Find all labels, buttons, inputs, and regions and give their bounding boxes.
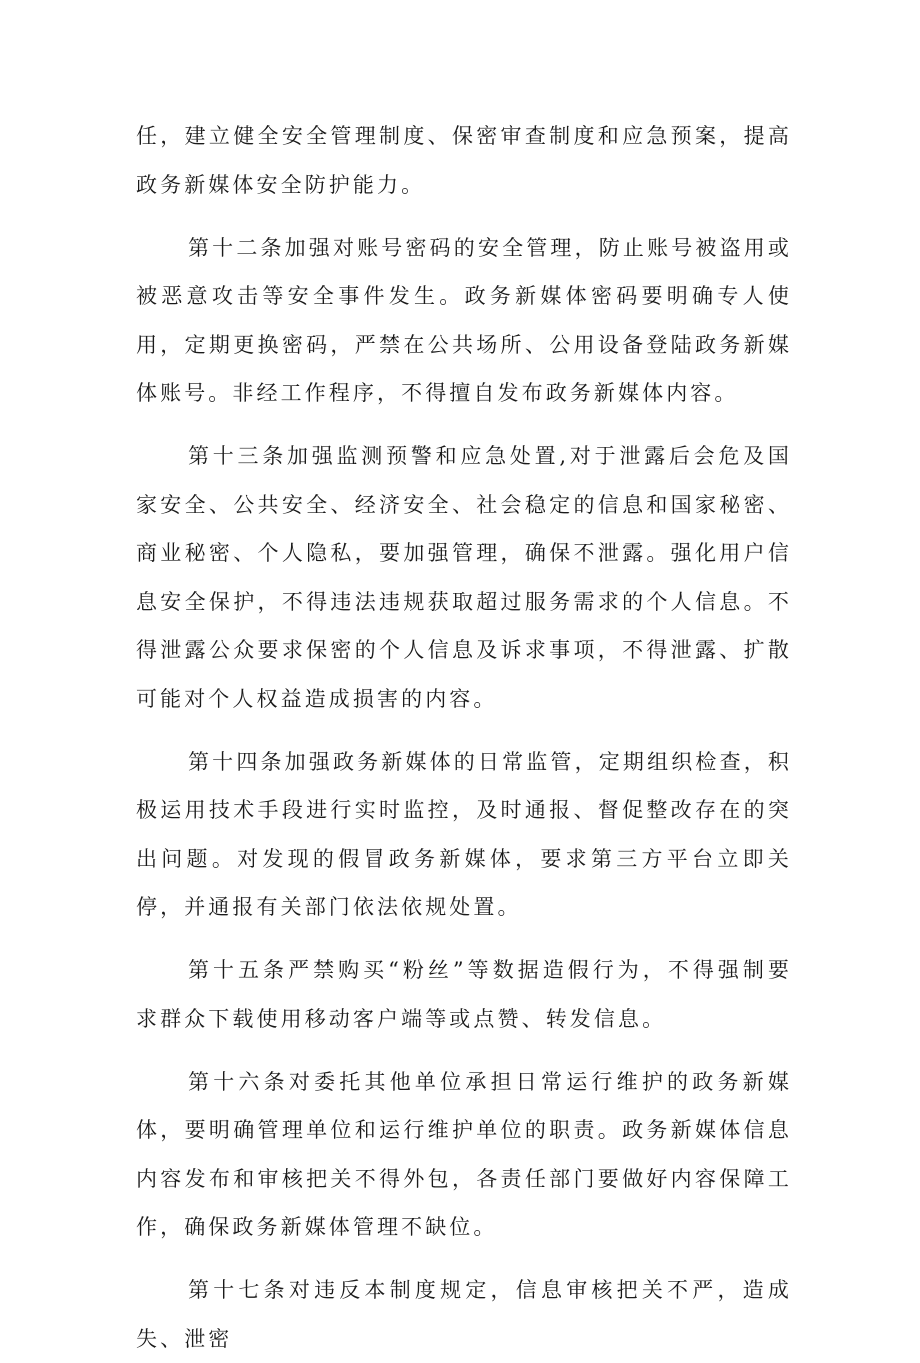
paragraph-article-13: 第十三条加强监测预警和应急处置,对于泄露后会危及国家安全、公共安全、经济安全、社会稳定的信息和国家秘密、商业秘密、个人隐私，要加强管理，确保不泄露。强化用户信息安全保护，不得违法违规获取超过服务需求的个人信息。不得泄露公众要求保密的个人信息及诉求事项，不得泄露、扩散可能对个人权益造成损害的内容。 bbox=[136, 444, 792, 711]
paragraph-article-12: 第十二条加强对账号密码的安全管理，防止账号被盗用或被恶意攻击等安全事件发生。政务新媒体密码要明确专人使用，定期更换密码，严禁在公共场所、公用设备登陆政务新媒体账号。非经工作程序，不得擅自发布政务新媒体内容。 bbox=[136, 235, 792, 405]
document-page bbox=[136, 112, 792, 1363]
paragraph-article-17: 第十七条对违反本制度规定，信息审核把关不严，造成失、泄密 bbox=[136, 1278, 792, 1351]
paragraph-continuation: 任，建立健全安全管理制度、保密审查制度和应急预案，提高政务新媒体安全防护能力。 bbox=[136, 124, 792, 197]
paragraph-article-15: 第十五条严禁购买“粉丝”等数据造假行为，不得强制要求群众下载使用移动客户端等或点赞、转发信息。 bbox=[136, 958, 792, 1031]
paragraph-article-14: 第十四条加强政务新媒体的日常监管，定期组织检查，积极运用技术手段进行实时监控，及时通报、督促整改存在的突出问题。对发现的假冒政务新媒体，要求第三方平台立即关停，并通报有关部门依法依规处置。 bbox=[136, 749, 792, 919]
paragraph-article-16: 第十六条对委托其他单位承担日常运行维护的政务新媒体，要明确管理单位和运行维护单位的职责。政务新媒体信息内容发布和审核把关不得外包，各责任部门要做好内容保障工作，确保政务新媒体管理不缺位。 bbox=[136, 1069, 792, 1239]
